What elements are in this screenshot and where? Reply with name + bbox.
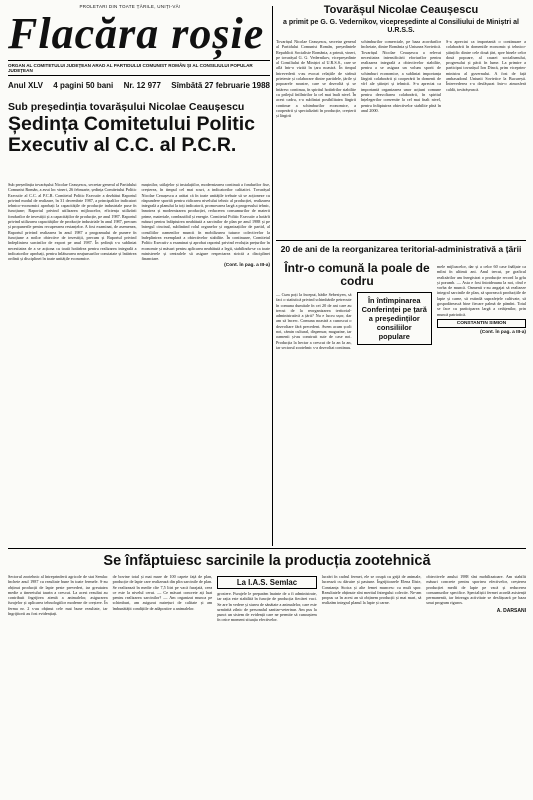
article-column: mașinilor, utilajelor și instalațiilor, modernizarea continuă a fondurilor fixe, creșterea, în timpul cel mai scurt, a indicatorilor calitativi. Tovarășul Nicolae Ceaușescu a arătat că în toate unitățile trebuie să se acționeze cu răspundere sporită pentru ridicarea nivelului tehnic al producției, realizarea integrală a planului la toți indicatorii, promovarea largă a progresului tehnic, înnoirea și modernizarea producției, reducerea consumurilor de materii prime, materiale, combustibil și energie. Comitetul Politic Executiv a hotărît măsuri pentru înfăptuirea neabătută a sarcinilor de plan pe anul 1988 și pe întregul cincinal, subliniind rolul organelor și organizațiilor de partid, al consiliilor oamenilor muncii în mobilizarea tuturor colectivelor la îndeplinirea exemplară a obiectivelor stabilite. În continuare, Comitetul Politic Executiv a examinat și aprobat raportul privind evoluția prețurilor în economie și măsuri pentru aplicarea neabătută a legii, stabilindu-se ca toate ministerele și centralele să asigure respectarea strictă a disciplinei financiare. [141, 182, 270, 262]
issue-number: Nr. 12 977 [123, 81, 161, 90]
article-column: S-a apreciat ca importantă o continuare a colaborării în domeniile economic și tehnico-științific dintre cele două țări, spre binele celor două popoare, al cauzei socialismului, progresului și păcii în lume. La primire a participat tovarășul Ion Dincă, prim viceprim-ministru al guvernului. A fost de față ambasadorul Uniunii Sovietice la București. Întrevederea s-a desfășurat într-o atmosferă caldă, tovărășească. [446, 39, 526, 92]
article-column: schimburilor comerciale, pe baza acordurilor încheiate, dintre România și Uniunea Sovietică. Tovarășul Nicolae Ceaușescu a relevat necesitatea intensificării eforturilor pentru realizarea integrală a obiectivelor stabilite, pentru a se asigura un volum sporit de schimburi economice, a subliniat importanța lărgirii colaborării și cooperării în domenii de vîrf ale științei și tehnicii. S-a apreciat ca importantă organizarea unor acțiuni comune pentru dezvoltarea colaborării, în spiritul înțelegerilor convenite la cel mai înalt nivel, pentru înfăptuirea obiectivelor stabilite pînă în anul 2000. [361, 39, 441, 113]
zootechnic-article [8, 574, 526, 623]
motto: PROLETARI DIN TOATE ȚĂRILE, UNIȚI-VĂ! [79, 4, 181, 9]
issue-pages-price: 4 pagini 50 bani [53, 81, 114, 90]
column-divider [272, 6, 273, 546]
bottom-headline: Se înfăptuiesc sarcinile la producția zootehnică [8, 548, 526, 569]
organ-line: ORGAN AL COMITETULUI JUDEȚEAN ARAD AL PARTIDULUI COMUNIST ROMÂN ȘI AL CONSILIULUI POPULAR JUDEȚEAN [8, 60, 270, 76]
location-subhead: La I.A.S. Semlac [217, 576, 317, 589]
reorganization-section [276, 240, 526, 350]
article-column: lucrări în cadrul fermei, ele se ocupă cu grijă de animale, lucrează cu dăruire și pasiune. Îngrijitoarele Elena Ilisie, Constanța Stoica și alte femei muncesc cu mult spor. Rezultatele obținute sînt meritul întregului colectiv. Ne-am propus ca în acest an să obținem producții și mai mari, să realizăm integral planul la lapte și carne. [321, 574, 422, 606]
article-column: Tovarășul Nicolae Ceaușescu, secretar general al Partidului Comunist Român, președintele Republicii Socialiste România, a primit, vineri, pe tovarășul G. G. Vedernikov, vicepreședinte al Consiliului de Miniștri al U.R.S.S., care se află într-o vizită în țara noastră. În timpul întrevederii s-au evocat relațiile de strînsă prietenie și colaborare dintre partidele, țările și popoarele noastre, care se dezvoltă și se întăresc continuu, în spiritul hotărîrilor stabilite cu prilejul întîlnirilor la cel mai înalt nivel. În acest cadru, s-a subliniat posibilitatea lărgirii continue a schimburilor economice, a cooperării și specializării în producție, creșterii și lărgirii [276, 39, 356, 119]
issue-info [8, 81, 270, 90]
article-column: de bovine total și mai mare de 100 capete față de plan, producție de lapte care realizează din plin sarcinile de plan. Se realizează în medie cîte 7,5 litri pe vacă furajată, ceea ce este la nivelul cerut. — Ce măsuri concrete ați luat pentru realizarea sarcinilor? — Am organizat munca pe schimburi, am asigurat nutrețuri de calitate și am îmbunătățit condițiile de adăpostire a animalelor. [112, 574, 213, 611]
main-headline: Ședința Comitetului Politic Executiv al C.C. al P.C.R. [8, 113, 256, 156]
main-article [8, 182, 270, 268]
article-subtitle: a primit pe G. G. Vedernikov, vicepreședinte al Consiliului de Miniștri al U.R.S.S. [283, 19, 519, 34]
article-column: — Cum poți la început, bădie Sebestyen, să faci o statistică privind schimbările petrecute în comuna dumitale în cei 20 de ani care au trecut de la reorganizarea teritorial-administrativă a țării? Nu e lucru ușor, dar am să încerc. Comuna noastră a cunoscut o dezvoltare fără precedent. Avem acum școli noi, cămin cultural, dispensar, magazine, iar oamenii și-au construit sute de case noi. Producția la hectar a crescut de la an la an, iar sectorul zootehnic s-a dezvoltat continuu. [276, 292, 352, 350]
article-column: Sub președinția tovarășului Nicolae Ceaușescu, secretar general al Partidului Comunist Român, a avut loc vineri, 26 februarie, ședința Comitetului Politic Executiv al C.C. al P.C.R. Comitetul Politic Executiv a dezbătut Raportul privind modul de realizare, în 31 decembrie 1987, a principalilor indicatori tehnico-economici aprobați la capacitățile de producție industriale puse în funcțiune; Raportul privind utilizarea mijloacelor, eficiența utilizării fondurilor de investiții și a capacităților de producție, pe anul 1987. Raportul privind utilizarea capacităților de producție industriale în anul 1987, precum și propunerile pentru recuperarea restanțelor. A fost examinat, de asemenea, Raportul privind realizarea în anul 1987 a programului de punere în funcțiune a noilor obiective de investiții, precum și Raportul privind îndeplinirea sarcinilor de export pe anul 1987. În ședință s-a subliniat necesitatea de a se acționa cu toată hotărîrea pentru realizarea integrală a indicatorilor aprobați, pentru înlăturarea neajunsurilor constatate și întărirea ordinii și disciplinei în toate unitățile economice. [8, 182, 137, 262]
article-title: Într-o comună la poale de codru [284, 261, 430, 288]
highlight-box: În întîmpinarea Conferinței pe țară a președinților consiliilor populare [357, 292, 433, 345]
newspaper-logo: Flacăra roșie [8, 9, 265, 58]
article-vedernikov [276, 4, 526, 118]
issue-date: Sîmbătă 27 februarie 1988 [171, 81, 270, 90]
article-column: Sectorul zootehnic al întreprinderii agricole de stat Semlac încheie anul 1987 cu rezultate bune în toate fermele. S-au obținut producții de lapte peste prevederi, iar greutatea medie a tineretului taurin a crescut. La acest rezultat au contribuit îngrijirea atentă a animalelor, asigurarea furajelor și aplicarea tehnologiilor moderne de creștere. În ferma nr. 2 s-au obținut cele mai bune rezultate, iar îngrijitorii au fost evidențiați. [8, 574, 108, 617]
main-kicker: Sub președinția tovarășului Nicolae Ceaușescu [8, 101, 245, 113]
article-column: mele mijloacelor, dar și a celor 60 case înălțate ca mîini în ultimii ani. Anul trecut, pe graficul realizărilor am înregistrat o producție record la grîu și porumb. — Asta e fost întotdeauna la noi, cînd e vorba de muncă. Oamenii s-au angajat să realizeze integral sarcinile de plan, să sporească producțiile de lapte și carne, să extindă suprafețele cultivate, să gospodărească bine fiecare palmă de pămînt. Totul se face cu participarea largă a cetățenilor, prin muncă patriotică. [437, 264, 526, 317]
continuation-note: (Cont. în pag. a III-a) [224, 263, 270, 269]
continuation-note: (Cont. în pag. a III-a) [480, 329, 526, 335]
article-title: Tovarășul Nicolae Ceaușescu [323, 4, 479, 16]
author-signature: CONSTANTIN SIMION [437, 319, 526, 328]
section-heading: 20 de ani de la reorganizarea teritorial-administrativă a țării [280, 244, 522, 254]
issue-year: Anul XLV [8, 81, 43, 90]
article-column: obiectivele anului 1988 sînt mobilizatoare. Am stabilit măsuri concrete pentru sporirea efectivelor, creșterea producției medii de lapte pe vacă și reducerea consumurilor specifice. Specialiștii fermei acordă asistență permanentă, iar întreaga activitate se desfășoară pe baza unui program riguros. [426, 574, 526, 606]
author-signature: A. DARSANI [496, 607, 526, 614]
masthead [8, 4, 270, 96]
article-column: grosiere. Furajele le preparăm înainte de a fi administrate, iar rația este stabilită în funcție de producția fiecărei vaci. Se are în vedere și starea de sănătate a animalelor, care este urmărită zilnic de personalul sanitar-veterinar. Am pus la punct un sistem de evidență care ne permite să cunoaștem în orice moment situația efectivelor. [217, 591, 317, 623]
